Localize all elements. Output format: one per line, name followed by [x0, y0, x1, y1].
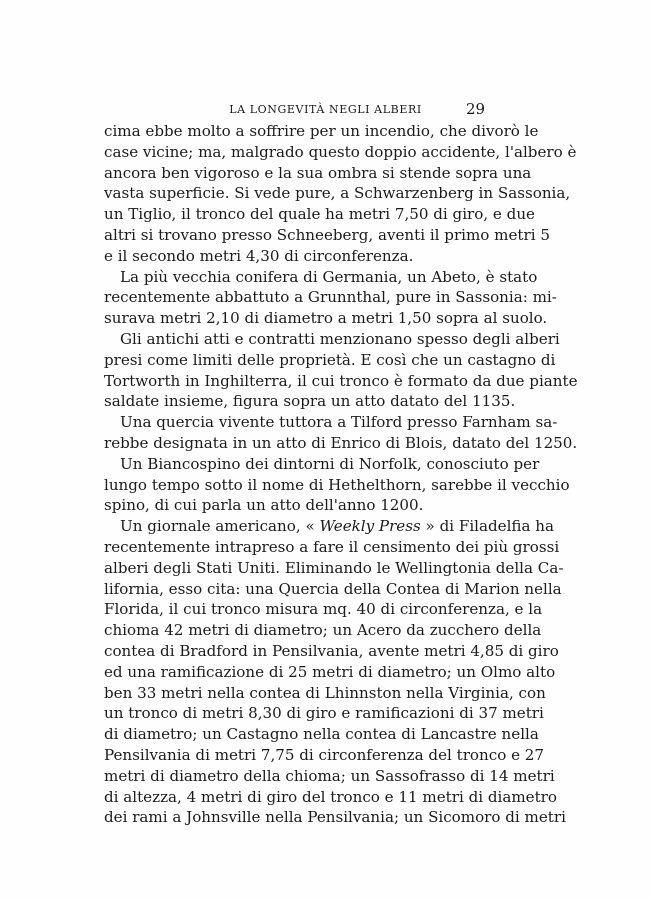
text-line: altri si trovano presso Schneeberg, aventi il primo metri 5 [104, 225, 550, 244]
text-line: di diametro; un Castagno nella contea di Lancastre nella [104, 725, 539, 744]
text-line: Pensilvania di metri 7,75 di circonferenza del tronco e 27 [104, 745, 545, 764]
text-line: case vicine; ma, malgrado questo doppio accidente, l'albero è [104, 142, 577, 161]
text-line: Una quercia vivente tuttora a Tilford presso Farnham sa- [120, 413, 558, 432]
newspaper-title: Weekly Press [319, 517, 421, 536]
text-line: Gli antichi atti e contratti menzionano spesso degli alberi [120, 329, 560, 348]
text-line: un Tiglio, il tronco del quale ha metri 7,50 di giro, e due [104, 205, 535, 224]
text-line: dei rami a Johnsville nella Pensilvania; un Sicomoro di metri [104, 808, 566, 827]
text-line: recentemente abbattuto a Grunnthal, pure in Sassonia: mi- [104, 288, 557, 307]
text-line: lungo tempo sotto il nome di Hethelthorn, sarebbe il vecchio [104, 475, 570, 494]
text-line: di altezza, 4 metri di giro del tronco e 11 metri di diametro [104, 787, 557, 806]
text-line: Tortworth in Inghilterra, il cui tronco è formato da due piante [104, 371, 578, 390]
text-line: contea di Bradford in Pensilvania, avente metri 4,85 di giro [104, 641, 559, 660]
text-line: Florida, il cui tronco misura mq. 40 di circonferenza, e la [104, 600, 543, 619]
text-run: Un giornale americano, « [120, 517, 320, 536]
text-line: spino, di cui parla un atto dell'anno 1200. [104, 496, 424, 515]
text-line: saldate insieme, figura sopra un atto datato del 1135. [104, 392, 516, 411]
text-line: presi come limiti delle proprietà. E così che un castagno di [104, 350, 556, 369]
text-run: » di Filadelfia ha [420, 517, 554, 536]
text-line: e il secondo metri 4,30 di circonferenza. [104, 246, 414, 265]
text-line: cima ebbe molto a soffrire per un incendio, che divorò le [104, 122, 539, 140]
text-line: rebbe designata in un atto di Enrico di Blois, datato del 1250. [104, 433, 578, 452]
text-line: vasta superficie. Si vede pure, a Schwarzenberg in Sassonia, [104, 184, 571, 203]
text-line: surava metri 2,10 di diametro a metri 1,50 sopra al suolo. [104, 309, 548, 328]
text-line: metri di diametro della chioma; un Sassofrasso di 14 metri [104, 766, 555, 785]
text-line: alberi degli Stati Uniti. Eliminando le Wellingtonia della Ca- [104, 558, 564, 577]
text-line: ed una ramificazione di 25 metri di diametro; un Olmo alto [104, 662, 556, 681]
text-line [104, 516, 554, 537]
text-line: recentemente intrapreso a fare il censimento dei più grossi [104, 537, 560, 556]
text-line: chioma 42 metri di diametro; un Acero da zucchero della [104, 621, 542, 640]
text-line: La più vecchia conifera di Germania, un Abeto, è stato [120, 267, 538, 286]
text-line: ancora ben vigoroso e la sua ombra si stende sopra una [104, 163, 532, 182]
page-number: 29 [466, 100, 486, 118]
text-line: Un Biancospino dei dintorni di Norfolk, conosciuto per [120, 454, 540, 473]
text-line: un tronco di metri 8,30 di giro e ramificazioni di 37 metri [104, 704, 544, 723]
text-line: ben 33 metri nella contea di Lhinnston nella Virginia, con [104, 683, 546, 702]
body-text [104, 121, 578, 828]
running-title: LA LONGEVITÀ NEGLI ALBERI [229, 103, 422, 116]
text-line: lifornia, esso cita: una Quercia della Contea di Marion nella [104, 579, 562, 598]
